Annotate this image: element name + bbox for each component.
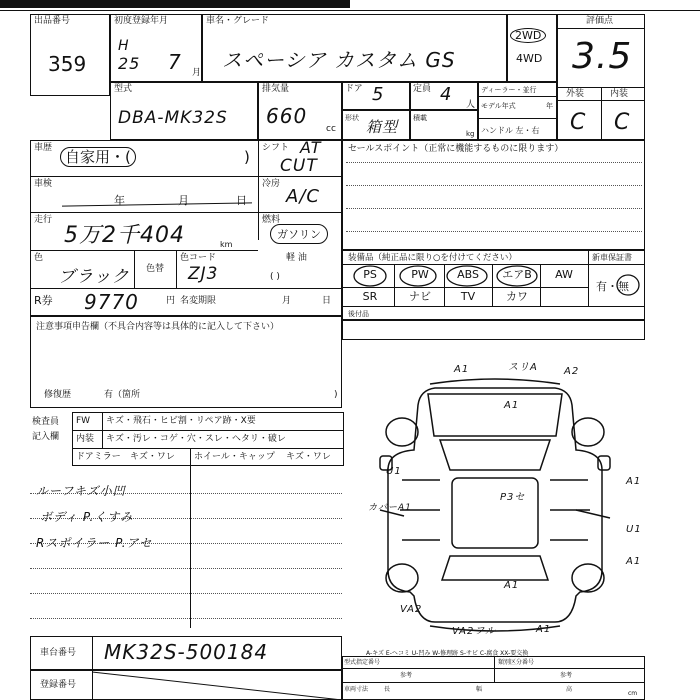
year-unit: 年 [546,102,553,110]
rear-window [442,556,548,580]
equip-sr: SR [362,290,378,303]
color-change-label: 色替 [146,264,165,274]
equipment-label: 装備品（純正品に限り○を付けてください） [348,253,517,263]
capacity-value: 4 [440,84,453,105]
shift-value: AT [300,138,322,157]
chassis-value: MK32S-500184 [104,640,269,664]
circle-ps [354,266,386,286]
body-value: 箱型 [366,118,399,136]
doors-label: ドア [345,84,363,94]
inspector-label: 検査員 [32,417,60,427]
rating-label: 評価点 [586,16,614,26]
fuel-label: 燃料 [262,215,281,225]
disp-unit: cc [326,124,336,134]
fuel-value: ガソリン [270,224,328,244]
check-wheel-val: キズ・ワレ [286,452,331,462]
shaken-month: 月 [178,194,189,207]
registration-label: 登録番号 [40,680,77,690]
check-mirror-key: ドアミラー [76,452,121,462]
recycle-unit: 円 [166,296,176,306]
model-label: 型式 [114,84,133,94]
int-label: 内装 [610,89,629,99]
chassis-label: 車台番号 [40,648,77,658]
wheel-fr [572,418,604,446]
footer-dimensions: 車両寸法 [344,686,369,693]
disp-label: 排気量 [262,84,290,94]
diagram-legend: A-キズ E-ヘコミ U-凹み W-修理跡 S-サビ C-腐食 XX-要交換 [366,650,529,657]
color-label: 色 [34,253,44,263]
check-int-key: 内装 [76,434,95,444]
recycle-label: R券 [34,294,53,307]
history-close: ) [244,148,250,166]
doors-value: 5 [372,84,385,105]
history-text: 自家用・( [65,148,131,166]
ac-label: 冷房 [262,179,281,189]
mark-9: U1 [626,524,642,535]
wheel-fl [386,418,418,446]
footer-class-no: 類別区分番号 [498,659,535,666]
mark-8: P3セ [500,492,526,503]
drive-4wd: 4WD [516,52,543,65]
mark-5: U1 [386,466,402,477]
record-label: 記入欄 [32,432,60,442]
circle-warranty-none [617,275,639,295]
repair-label: 修復歴 [44,390,72,400]
circle-pw [400,266,436,286]
new-car-label: 新車保証書 [592,253,632,262]
repair-close: ) [334,390,338,400]
mileage-label: 走行 [34,215,53,225]
equip-airbag: エアB [502,268,532,281]
mark-14: A1 [536,624,552,635]
equip-tv: TV [460,290,476,303]
wheel-rr [572,564,604,592]
check-fw-val: キズ・飛石・ヒビ割・リペア跡・X要 [106,416,256,426]
ext-label: 外装 [566,89,585,99]
history-label: 車歴 [34,143,53,153]
first-reg-era: H [118,38,130,54]
model-year-label: モデル年式 [481,102,516,110]
footer-cm: cm [628,690,638,697]
capacity-label: 定員 [413,84,432,94]
light-oil-label: 軽 油 [286,253,307,263]
name-change-month: 月 [282,296,292,306]
mirror-right [598,456,610,470]
mark-6: A1 [626,476,642,487]
recycle-value: 9770 [84,290,139,314]
first-reg-year: 25 [118,54,141,73]
equip-abs: ABS [457,268,479,281]
month-unit: 月 [192,68,202,78]
drive-2wd: 2WD [510,28,546,43]
car-label: 車名・グレード [206,16,270,26]
check-mirror-val: キズ・ワレ [130,452,175,462]
shaken-day: 日 [236,194,247,207]
mileage-unit: km [220,240,233,249]
mileage-value: 5万2千404 [64,223,185,248]
hood [428,394,562,436]
mark-3: A2 [564,366,580,377]
light-oil-paren: ( ) [270,272,280,282]
circle-airbag [497,266,537,286]
int-grade: C [614,110,631,135]
repair-value: 有（箇所 [104,390,141,400]
check-fw-key: FW [76,416,91,426]
name-change-day: 日 [322,296,332,306]
front-windshield [440,440,550,470]
color-value: ブラック [58,267,130,287]
shift-label: シフト [262,143,290,153]
footer-type-no: 型式指定番号 [344,659,381,666]
mark-7: カバーA1 [368,503,412,513]
notes-right-box [342,320,645,340]
capacity-unit: 人 [466,100,476,110]
equip-aw: AW [555,268,573,281]
registration-strike [92,670,342,700]
mark-4: A1 [504,400,520,411]
circle-abs [447,266,487,286]
footer-width: 幅 [476,686,483,693]
later-label: 後付品 [348,310,369,318]
shift-sub: CUT [280,156,318,176]
mark-13: VA2フル [452,626,496,637]
car-body-outline [388,388,602,622]
equip-leather: カワ [506,290,528,303]
mark-1: A1 [454,364,470,375]
load-unit: kg [466,130,475,138]
shaken-label: 車検 [34,179,53,189]
equip-pw: PW [411,268,429,281]
footer-ref-1: 参考 [400,672,413,679]
note-1: ルーフキズ小凹 [36,484,126,498]
sales-label: セールスポイント（正常に機能するものに限ります） [348,144,564,154]
first-reg-label: 初度登録年月 [114,16,169,26]
rating-score: 3.5 [572,36,633,77]
check-wheel-key: ホイール・キャップ [194,452,275,462]
car-name: スペーシア カスタム GS [222,48,456,72]
equip-navi: ナビ [409,290,431,303]
color-code-value: ZJ3 [188,264,219,284]
name-change-label: 名変期限 [180,296,217,306]
footer-length: 長 [384,686,391,693]
footer-height: 高 [566,686,573,693]
dealer-label: ディーラー・並行 [481,86,537,94]
lot-label: 出品番号 [34,16,71,26]
color-code-label: 色コード [180,253,217,263]
footer-ref-2: 参考 [560,672,573,679]
mark-11: A1 [504,580,520,591]
front-bumper [430,379,560,384]
disp-value: 660 [266,104,308,128]
note-3: Rスポイラー P.アセ [36,536,153,550]
equip-ps: PS [363,268,377,281]
mark-2: スリA [508,362,538,373]
body-label: 形状 [345,114,359,122]
ac-value: A/C [286,186,320,207]
load-label: 積載 [413,114,427,122]
mark-12: VA2 [400,604,423,615]
notes-label: 注意事項申告欄（不具合内容等は具体的に記入して下さい） [36,322,280,332]
mark-10: A1 [626,556,642,567]
warranty-value: 有・無 [596,280,629,293]
lot-number: 359 [48,52,87,76]
first-reg-month: 7 [168,50,182,74]
model-value: DBA-MK32S [118,108,228,128]
handle-label: ハンドル 左・右 [481,126,540,135]
wheel-rl [386,564,418,592]
note-2: ボディ P.くすみ [40,510,134,524]
check-int-val: キズ・汚レ・コゲ・穴・スレ・ヘタリ・破レ [106,434,286,444]
shaken-year: 年 [114,194,125,207]
ext-grade: C [570,110,587,135]
